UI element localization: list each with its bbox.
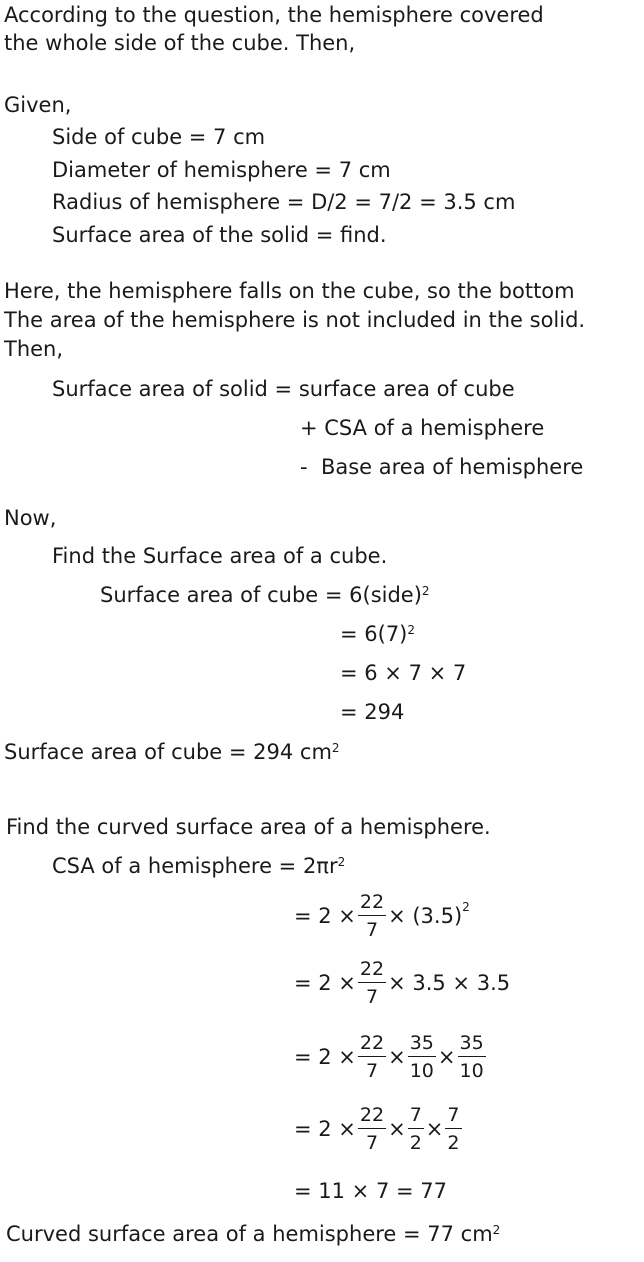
csa-step-5: = 11 × 7 = 77 [294, 1179, 447, 1203]
fraction-denominator: 10 [459, 1060, 484, 1082]
fraction-numerator: 7 [445, 1104, 461, 1129]
fraction-denominator: 10 [409, 1060, 434, 1082]
times-sign: × [388, 1045, 406, 1069]
csa-step-4 [294, 1104, 464, 1154]
explanation-line-3: Then, [4, 337, 64, 361]
formula-line-1: Surface area of solid = surface area of cube [52, 377, 515, 401]
fraction-numerator: 35 [458, 1032, 486, 1057]
cube-result-sup: 2 [331, 741, 340, 755]
fraction-22-7 [358, 1032, 386, 1082]
fraction-numerator: 22 [358, 958, 386, 983]
explanation-line-1: Here, the hemisphere falls on the cube, so the bottom [4, 279, 575, 303]
csa-formula [52, 853, 345, 879]
now-heading: Now, [4, 506, 57, 530]
csa-step-1-sup: 2 [462, 900, 470, 914]
fraction-denominator: 7 [365, 1060, 379, 1082]
find-cube-heading: Find the Surface area of a cube. [52, 544, 388, 568]
csa-result-text: Curved surface area of a hemisphere = 77 cm [6, 1222, 493, 1246]
fraction-numerator: 7 [408, 1104, 424, 1129]
fraction-numerator: 22 [358, 1104, 386, 1129]
fraction-denominator: 7 [365, 1132, 379, 1154]
given-item-diameter: Diameter of hemisphere = 7 cm [52, 158, 391, 182]
fraction-denominator: 7 [365, 919, 379, 941]
cube-step-3: = 294 [340, 700, 405, 724]
intro-line-2: the whole side of the cube. Then, [4, 31, 356, 55]
fraction-numerator: 22 [358, 891, 386, 916]
fraction-22-7 [358, 1104, 386, 1154]
cube-result [4, 739, 340, 765]
cube-formula-text: Surface area of cube = 6(side) [100, 583, 422, 607]
csa-step-1-suffix-text: × (3.5) [388, 904, 463, 928]
fraction-22-7 [358, 958, 386, 1008]
formula-line-3 [300, 454, 583, 480]
times-sign: × [437, 1045, 456, 1069]
csa-step-1-prefix: = 2 × [294, 904, 356, 928]
fraction-22-7 [358, 891, 386, 941]
cube-formula [100, 582, 430, 608]
csa-result [6, 1221, 500, 1247]
given-item-radius: Radius of hemisphere = D/2 = 7/2 = 3.5 cm [52, 190, 516, 214]
csa-step-1-suffix [388, 900, 470, 928]
cube-step-1 [340, 621, 415, 647]
csa-result-sup: 2 [492, 1223, 501, 1237]
formula-line-2: + CSA of a hemisphere [300, 416, 545, 440]
csa-step-1 [294, 891, 470, 941]
csa-step-2-prefix: = 2 × [294, 971, 356, 995]
csa-step-4-prefix: = 2 × [294, 1117, 356, 1141]
formula-line-3-text: Base area of hemisphere [320, 455, 584, 479]
given-item-find: Surface area of the solid = find. [52, 223, 387, 247]
given-heading: Given, [4, 93, 72, 117]
times-sign: × [388, 1117, 406, 1141]
fraction-numerator: 22 [358, 1032, 386, 1057]
explanation-line-2: The area of the hemisphere is not included in the solid. [4, 308, 586, 332]
fraction-7-2 [445, 1104, 461, 1154]
fraction-35-10 [408, 1032, 436, 1082]
minus-sign: - [300, 455, 308, 479]
csa-formula-sup: 2 [337, 855, 346, 869]
fraction-numerator: 35 [408, 1032, 436, 1057]
find-csa-heading: Find the curved surface area of a hemisphere. [6, 815, 491, 839]
fraction-denominator: 2 [409, 1132, 422, 1154]
intro-line-1: According to the question, the hemisphere covered [4, 3, 544, 27]
cube-step-1-text: = 6(7) [340, 622, 408, 646]
cube-step-2: = 6 × 7 × 7 [340, 661, 467, 685]
cube-formula-sup: 2 [421, 584, 430, 598]
fraction-denominator: 2 [447, 1132, 460, 1154]
cube-result-text: Surface area of cube = 294 cm [4, 740, 332, 764]
csa-step-3 [294, 1032, 488, 1082]
csa-step-2-suffix: × 3.5 × 3.5 [388, 971, 511, 995]
cube-step-1-sup: 2 [407, 623, 416, 637]
csa-step-2 [294, 958, 510, 1008]
fraction-7-2 [408, 1104, 424, 1154]
given-item-side: Side of cube = 7 cm [52, 125, 266, 149]
fraction-35-10 [458, 1032, 486, 1082]
csa-formula-text: CSA of a hemisphere = 2πr [52, 854, 338, 878]
csa-step-3-prefix: = 2 × [294, 1045, 356, 1069]
fraction-denominator: 7 [365, 986, 379, 1008]
times-sign: × [425, 1117, 444, 1141]
